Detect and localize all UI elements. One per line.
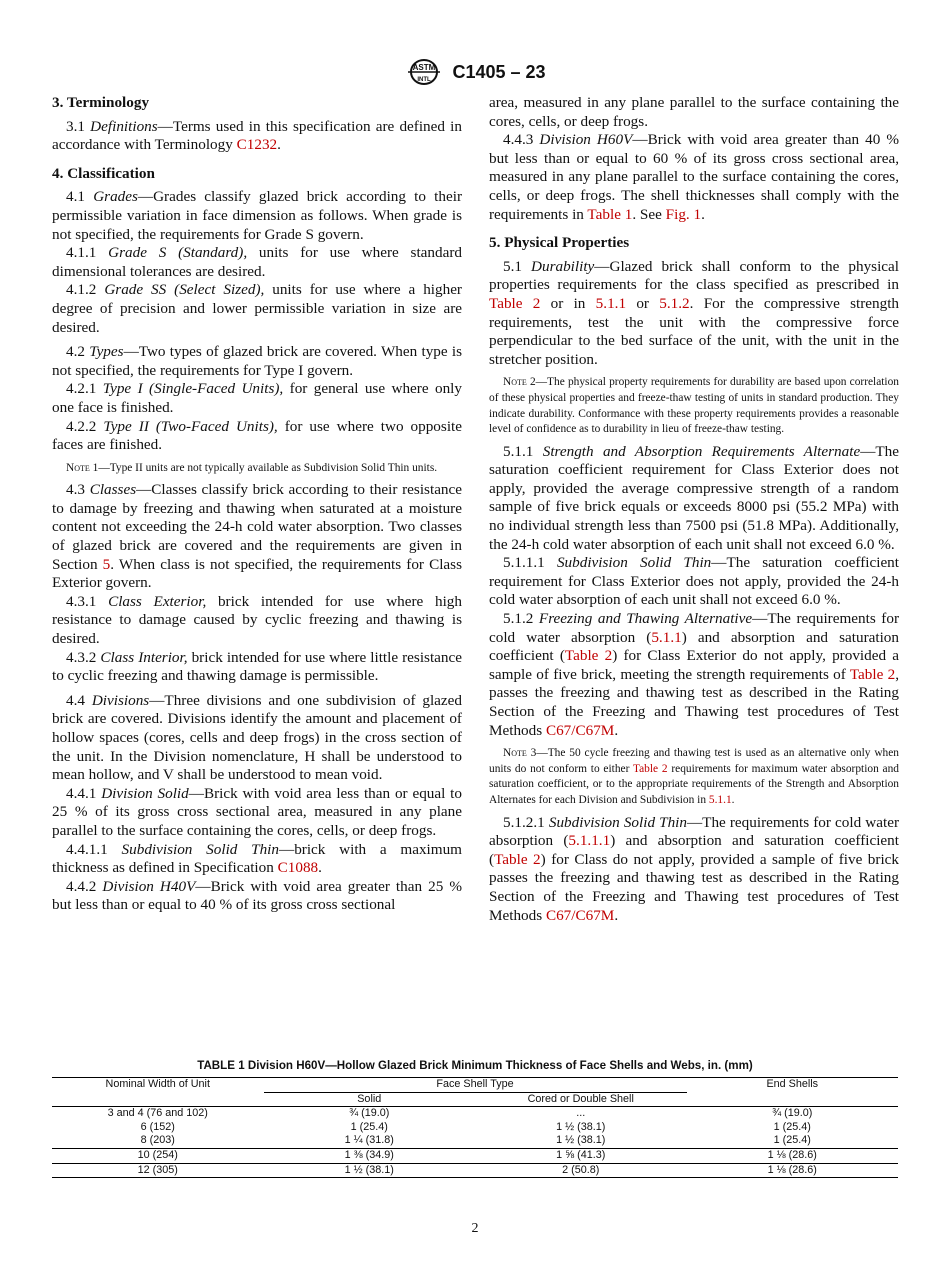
table-row — [52, 1107, 898, 1121]
table-cell: 1 ¼ (31.8) — [264, 1134, 476, 1148]
para-4-4-1: 4.4.1 Division Solid—Brick with void area less than or equal to 25 % of its gross cross sectional area, measured in any plane parallel to the surface containing the cores, cells, or deep frogs. — [52, 784, 462, 839]
section-5-1-2-link[interactable]: 5.1.2 — [659, 294, 690, 312]
table-1-link[interactable]: Table 1 — [587, 205, 633, 223]
col-header-cored: Cored or Double Shell — [475, 1092, 687, 1107]
table-cell: 1 ½ (38.1) — [556, 1120, 606, 1133]
table-cell: 1 (25.4) — [350, 1120, 388, 1133]
table-cell: 6 (152) — [140, 1120, 175, 1133]
para-4-4-2-continued: area, measured in any plane parallel to the surface containing the cores, cells, or deep frogs. — [489, 94, 899, 130]
table-2-link[interactable]: Table 2 — [632, 762, 668, 775]
para-5-1-2-1: 5.1.2.1 Subdivision Solid Thin—The requirements for cold water absorption (5.1.1.1) and absorption and saturation coefficient (Table 2) for Class do not apply, provided a sample of five brick passes the freezing and thawing test as described in the Rating Section of the Freezing and Thawing test procedures of Test Methods C67/C67M. — [489, 813, 899, 924]
para-5-1: 5.1 Durability—Glazed brick shall conform to the physical properties requirements for the class specified as prescribed in Table 2 or in 5.1.1 or 5.1.2. For the compressive strength requirements, test the unit with the compressive force perpendicular to the bed surface of the unit, with the unit in the stretcher position. — [489, 257, 900, 368]
section-5-link[interactable]: 5 — [102, 555, 111, 573]
table-row — [52, 1134, 898, 1148]
table-cell: 3 and 4 (76 and 102) — [107, 1107, 208, 1120]
section-5-1-1-link[interactable]: 5.1.1 — [708, 793, 732, 806]
table-1 — [52, 1077, 898, 1178]
para-4-2-1: 4.2.1 Type I (Single-Faced Units), for general use where only one face is finished. — [52, 380, 462, 416]
para-4-2: 4.2 Types—Two types of glazed brick are covered. When type is not specified, the requirements for Type I govern. — [52, 343, 463, 379]
left-column — [52, 94, 462, 915]
table-row — [52, 1163, 898, 1178]
astm-logo-icon — [404, 58, 444, 86]
c1232-link[interactable]: C1232 — [236, 136, 278, 154]
col-header-face-shell: Face Shell Type — [264, 1078, 687, 1093]
para-4-1: 4.1 Grades—Grades classify glazed brick according to their permissible variation in face dimension as follows. When grade is not specified, the requirements for Grade S govern. — [52, 188, 463, 243]
table-cell: 10 (254) — [52, 1148, 264, 1163]
para-5-1-1-1: 5.1.1.1 Subdivision Solid Thin—The saturation coefficient requirement for Class Exterior does not apply, provided the 24-h cold water absorption of each unit shall not exceed 6.0 %. — [489, 554, 899, 609]
para-4-3-1: 4.3.1 Class Exterior, brick intended for use where high resistance to damage caused by cyclic freezing and thawing is desired. — [52, 592, 462, 648]
table-cell: 12 (305) — [52, 1163, 264, 1178]
table-cell: 1 ½ (38.1) — [475, 1134, 687, 1148]
page-header — [0, 58, 950, 86]
fig-1-link[interactable]: Fig. 1 — [665, 205, 702, 223]
table-2-link[interactable]: Table 2 — [564, 647, 613, 665]
table-1-title: TABLE 1 Division H60V—Hollow Glazed Brick Minimum Thickness of Face Shells and Webs, in. (mm) — [197, 1059, 753, 1072]
para-3-1: 3.1 Definitions—Terms used in this specification are defined in accordance with Terminology C1232. — [52, 117, 462, 154]
table-cell: 2 (50.8) — [475, 1163, 687, 1178]
para-4-4-1-1: 4.4.1.1 Subdivision Solid Thin—brick with a maximum thickness as defined in Specification C1088. — [52, 840, 462, 877]
table-cell: ¾ (19.0) — [772, 1107, 813, 1120]
table-cell: 1 ⅝ (41.3) — [475, 1148, 687, 1163]
document-id: C1405 – 23 — [452, 61, 546, 82]
table-2-link[interactable]: Table 2 — [489, 294, 541, 312]
para-4-4: 4.4 Divisions—Three divisions and one subdivision of glazed brick are covered. Divisions identify the amount and placement of hollow spaces (cores, cells and deep frogs) in the cross section of the unit. In the Division nomenclature, H shall be understood to mean hollow, and V shall be understood to mean void. — [52, 691, 462, 784]
section-5-1-1-1-link[interactable]: 5.1.1.1 — [568, 832, 611, 850]
section-5-1-1-link[interactable]: 5.1.1 — [595, 294, 627, 312]
table-cell: 1 ⅜ (34.9) — [264, 1148, 476, 1163]
c67-link[interactable]: C67/C67M — [545, 721, 615, 739]
table-2-link[interactable]: Table 2 — [849, 665, 896, 683]
table-cell: ... — [576, 1107, 586, 1120]
table-row — [52, 1121, 898, 1135]
col-header-end-shells: End Shells — [687, 1078, 899, 1093]
table-cell: 1 ½ (38.1) — [264, 1163, 476, 1178]
note-1: Note 1—Type II units are not typically available as Subdivision Solid Thin units. — [66, 461, 438, 474]
table-cell: ¾ (19.0) — [349, 1107, 390, 1120]
table-row — [52, 1148, 898, 1163]
svg-text:INTL: INTL — [417, 77, 432, 83]
table-cell: 1 (25.4) — [687, 1134, 899, 1148]
para-4-1-2: 4.1.2 Grade SS (Select Sized), units for use where a higher degree of precision and lower permissible variation in size are desired. — [52, 281, 462, 336]
table-cell: 8 (203) — [52, 1134, 264, 1148]
section-5-title: 5. Physical Properties — [489, 234, 630, 252]
svg-text:ASTM: ASTM — [413, 63, 436, 72]
para-5-1-2: 5.1.2 Freezing and Thawing Alternative—The requirements for cold water absorption (5.1.1) and absorption and saturation coefficient (Table 2) for Class Exterior do not apply, provided a sample of five brick, meeting the strength requirements of Table 2, passes the freezing and thawing test as described in the Rating Section of the Freezing and Thawing test procedures of Test Methods C67/C67M. — [489, 610, 900, 739]
right-column — [489, 94, 899, 925]
para-5-1-1: 5.1.1 Strength and Absorption Requirements Alternate—The saturation coefficient requirement for Class Exterior does not apply, provided the average compressive strength of a random sample of five brick equals or exceeds 8000 psi (55.2 MPa) with no individual strength less than 7500 psi (51.8 MPa). Additionally, the 24-h cold water absorption of each unit shall not exceed 6.0 %. — [489, 442, 899, 553]
col-header-width: Nominal Width of Unit — [52, 1078, 264, 1093]
para-4-4-2: 4.4.2 Division H40V—Brick with void area greater than 25 % but less than or equal to 40 % of its gross cross sectional — [52, 877, 463, 914]
para-4-1-1: 4.1.1 Grade S (Standard), units for use where standard dimensional tolerances are desired. — [52, 244, 462, 280]
note-2: Note 2—The physical property requirements for durability are based upon correlation of these physical properties and freeze-thaw testing of units in standard production. They indicate durability. Conformance with these property requirements provides a reasonable level of confidence as to durability in lieu of freeze-thaw testing. — [489, 376, 899, 436]
col-header-solid: Solid — [264, 1092, 476, 1107]
table-2-link[interactable]: Table 2 — [494, 850, 541, 868]
note-3: Note 3—The 50 cycle freezing and thawing test is used as an alternative only when units do not conform to either Table 2 requirements for maximum water absorption and saturation coefficient, or to the appropriate requirements of the Strength and Absorption Alternates for each Division and Subdivision in 5.1.1. — [489, 747, 899, 806]
para-4-2-2: 4.2.2 Type II (Two-Faced Units), for use where two opposite faces are finished. — [52, 417, 462, 454]
section-3-title: 3. Terminology — [52, 94, 150, 111]
table-cell: 1 ⅛ (28.6) — [687, 1163, 899, 1178]
section-4-title: 4. Classification — [52, 164, 155, 182]
c67-link[interactable]: C67/C67M — [545, 906, 615, 924]
c1088-link[interactable]: C1088 — [277, 859, 319, 877]
table-cell: 1 (25.4) — [773, 1120, 811, 1133]
section-5-1-1-link[interactable]: 5.1.1 — [651, 628, 682, 646]
para-4-3-2: 4.3.2 Class Interior, brick intended for use where little resistance to cyclic freezing and thawing damage is permissible. — [52, 648, 463, 685]
table-cell: 1 ⅛ (28.6) — [687, 1148, 899, 1163]
page-number: 2 — [471, 1221, 479, 1236]
para-4-3: 4.3 Classes—Classes classify brick according to their resistance to damage by freezing and thawing when saturated at a moisture content not exceeding the 24-h cold water absorption. Two classes of glazed brick are covered and the requirements are given in Section 5. When class is not specified, the requirements for Class Exterior govern. — [52, 481, 463, 592]
para-4-4-3: 4.4.3 Division H60V—Brick with void area greater than 40 % but less than or equal to 60 % of its gross cross sectional area, measured in any plane parallel to the surface containing the cores, cells, or deep frogs. The shell thicknesses shall comply with the requirements in Table 1. See Fig. 1. — [489, 131, 900, 223]
